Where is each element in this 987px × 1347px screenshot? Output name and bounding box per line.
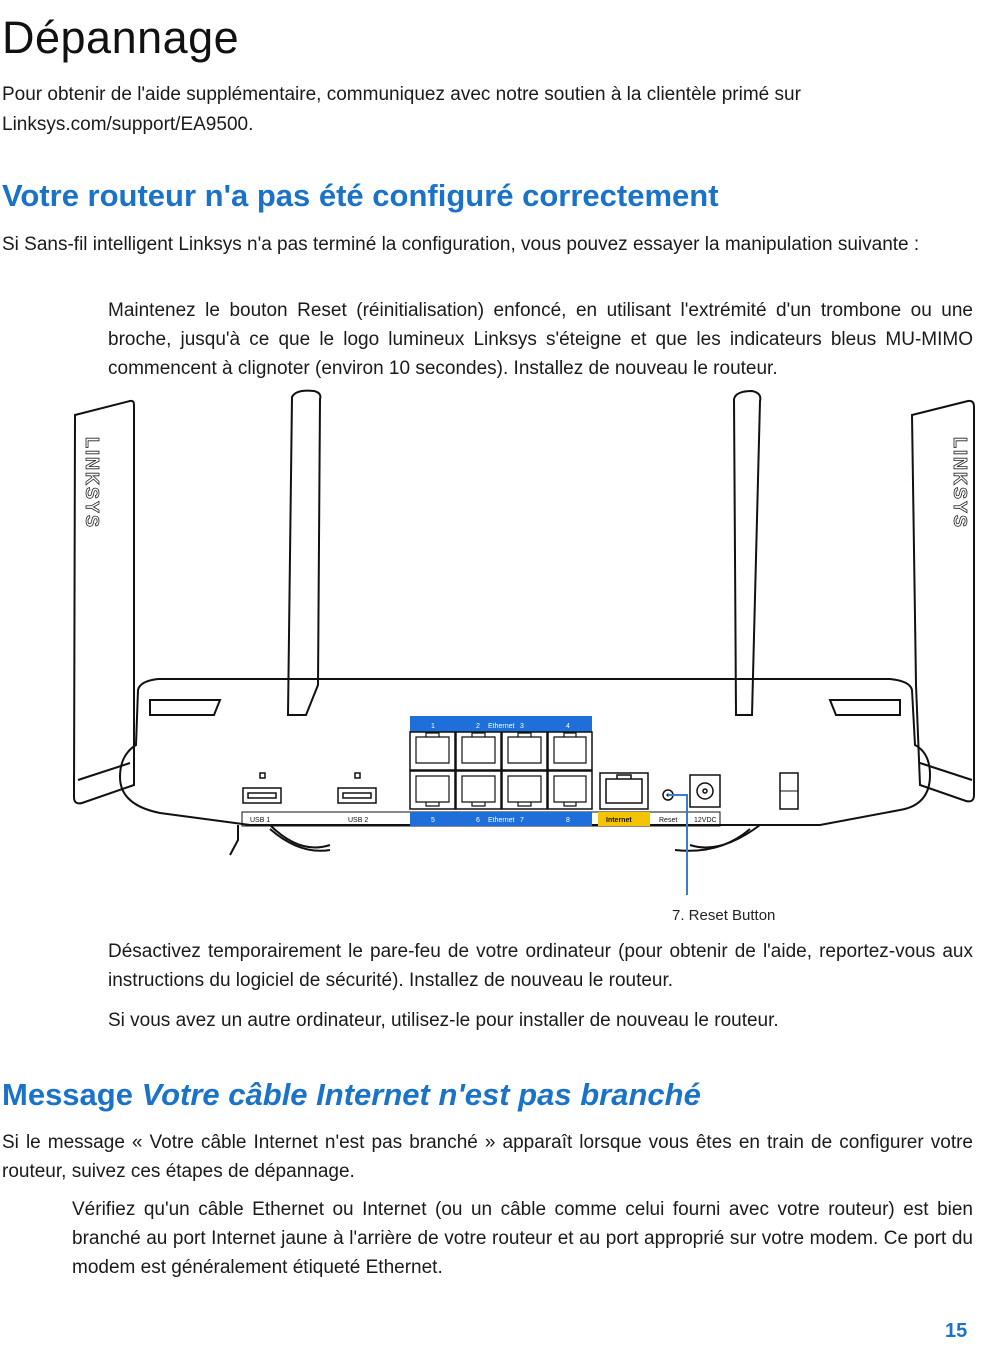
left-antenna-logo: LINKSYS [82,437,102,530]
internet-port [600,773,648,809]
reset-callout-label: 7. Reset Button [672,907,776,924]
reset-label: Reset [659,817,678,824]
intro-text: Pour obtenir de l'aide supplémentaire, communiquez avec notre soutien à la clientèle primé sur Linksys.com/support/EA9500. [2,84,801,135]
usb1-label: USB 1 [250,817,271,824]
section-heading-cable [2,1077,701,1113]
step-check-cable: Vérifiez qu'un câble Ethernet ou Internet (ou un câble comme celui fourni avec votre routeur) est bien branché au port Internet jaune à l'arrière de votre routeur et au port approprié sur votre modem. Ce port du modem est généralement étiqueté Ethernet. [72,1199,973,1278]
callout-line [668,795,687,895]
router-rear-illustration [0,385,987,930]
eth-top-label: Ethernet [488,723,515,730]
power-label: 12VDC [694,817,717,824]
step-firewall: Désactivez temporairement le pare-feu de votre ordinateur (pour obtenir de l'aide, reportez-vous aux instructions du logiciel de sécurité). Installez de nouveau le routeur. [108,941,973,991]
eth-port-2-label: 2 [476,723,480,730]
usb1-led [260,773,265,778]
eth-port-3-label: 3 [520,723,524,730]
left-pole-antenna [288,391,320,715]
eth-port-4-label: 4 [566,723,570,730]
eth-bottom-label: Ethernet [488,817,515,824]
step-other-computer: Si vous avez un autre ordinateur, utilisez-le pour installer de nouveau le routeur. [108,1010,779,1031]
section-heading-cable-plain: Message [2,1077,142,1112]
page-number: 15 [945,1320,968,1342]
section-heading-config: Votre routeur n'a pas été configuré correctement [2,178,719,213]
eth-port-5-label: 5 [431,817,435,824]
section-heading-cable-italic: Votre câble Internet n'est pas branché [141,1077,701,1112]
usb2-led [355,773,360,778]
ethernet-ports [410,732,592,809]
eth-port-1-label: 1 [431,723,435,730]
step-reset: Maintenez le bouton Reset (réinitialisation) enfoncé, en utilisant l'extrémité d'un trombone ou une broche, jusqu'à ce que le logo lumineux Linksys s'éteigne et que les indicateurs bleus MU-MIMO commencent à clignoter (environ 10 secondes). Installez de nouveau le routeur. [108,300,973,379]
page-title: Dépannage [2,12,240,63]
power-jack [690,775,720,807]
eth-port-6-label: 6 [476,817,480,824]
internet-label: Internet [606,817,632,824]
section-text-config: Si Sans-fil intelligent Linksys n'a pas terminé la configuration, vous pouvez essayer la manipulation suivante : [2,234,920,255]
usb2-label: USB 2 [348,817,369,824]
eth-port-7-label: 7 [520,817,524,824]
right-pole-antenna [734,391,760,715]
eth-port-8-label: 8 [566,817,570,824]
right-antenna-logo: LINKSYS [950,437,970,530]
section-text-cable: Si le message « Votre câble Internet n'est pas branché » apparaît lorsque vous êtes en train de configurer votre routeur, suivez ces étapes de dépannage. [2,1132,973,1182]
